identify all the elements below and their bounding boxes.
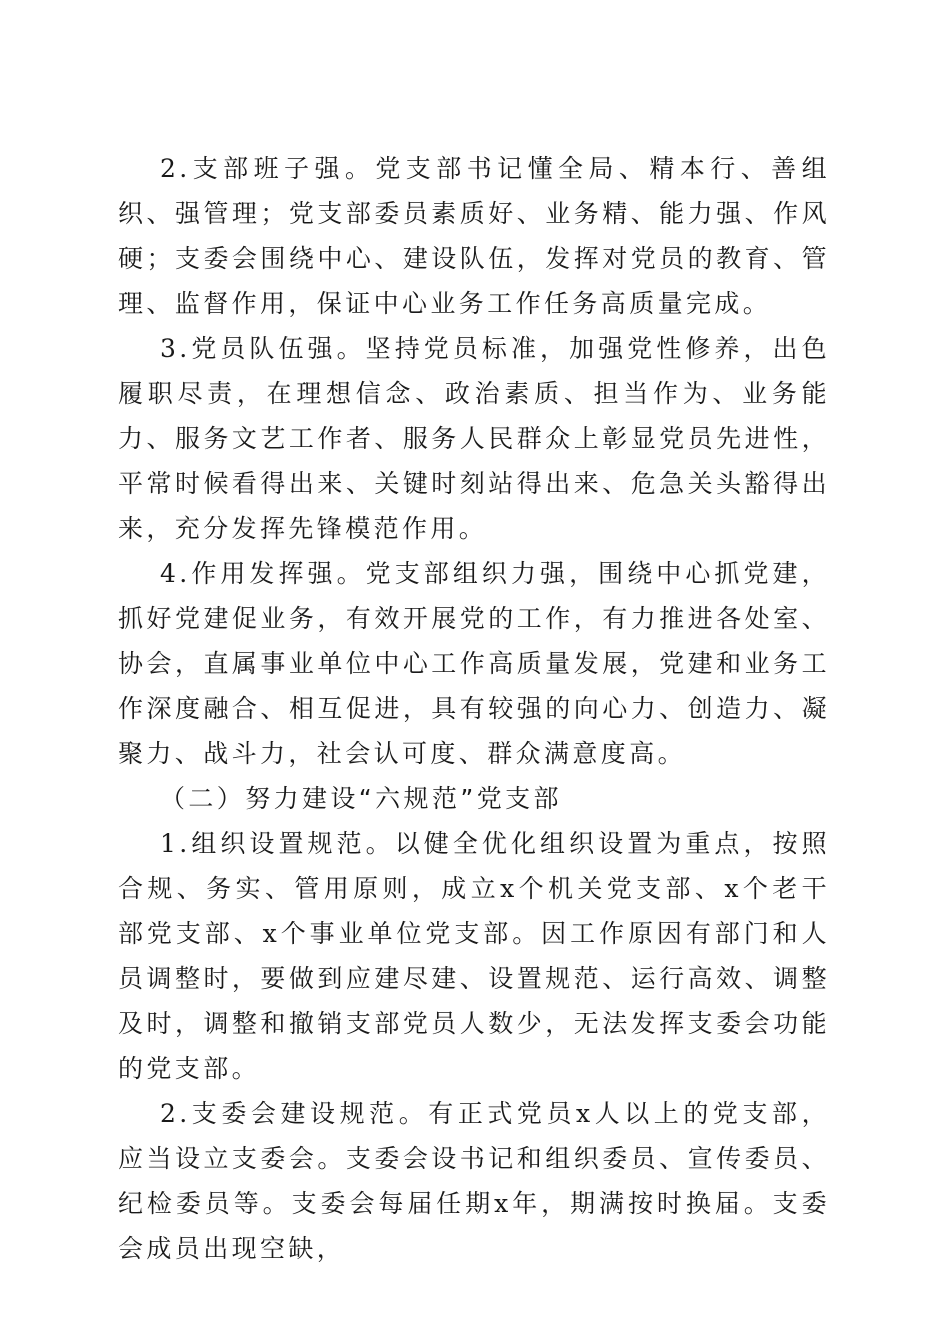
paragraph-organization-setup: 1.组织设置规范。以健全优化组织设置为重点，按照合规、务实、管用原则，成立x个机关党支部、x个老干部党支部、x个事业单位党支部。因工作原因有部门和人员调整时，要做到应建尽建、设置规范、运行高效、调整及时，调整和撤销支部党员人数少，无法发挥支委会功能的党支部。 (118, 829, 830, 1083)
paragraph-role-play: 4.作用发挥强。党支部组织力强，围绕中心抓党建，抓好党建促业务，有效开展党的工作，有力推进各处室、协会，直属事业单位中心工作高质量发展，党建和业务工作深度融合、相互促进，具有较强的向心力、创造力、凝聚力、战斗力，社会认可度、群众满意度高。 (118, 559, 830, 768)
paragraph-member-team: 3.党员队伍强。坚持党员标准，加强党性修养，出色履职尽责，在理想信念、政治素质、担当作为、业务能力、服务文艺工作者、服务人民群众上彰显党员先进性，平常时候看得出来、关键时刻站得出来、危急关头豁得出来，充分发挥先锋模范作用。 (118, 334, 830, 543)
paragraph-committee-building: 2.支委会建设规范。有正式党员x人以上的党支部，应当设立支委会。支委会设书记和组织委员、宣传委员、纪检委员等。支委会每届任期x年，期满按时换届。支委会成员出现空缺， (118, 1099, 830, 1263)
section-heading-six-standards: （二）努力建设“六规范”党支部 (160, 784, 562, 813)
document-body (118, 146, 830, 1271)
paragraph-branch-team: 2.支部班子强。党支部书记懂全局、精本行、善组织、强管理；党支部委员素质好、业务精、能力强、作风硬；支委会围绕中心、建设队伍，发挥对党员的教育、管理、监督作用，保证中心业务工作任务高质量完成。 (118, 154, 830, 318)
